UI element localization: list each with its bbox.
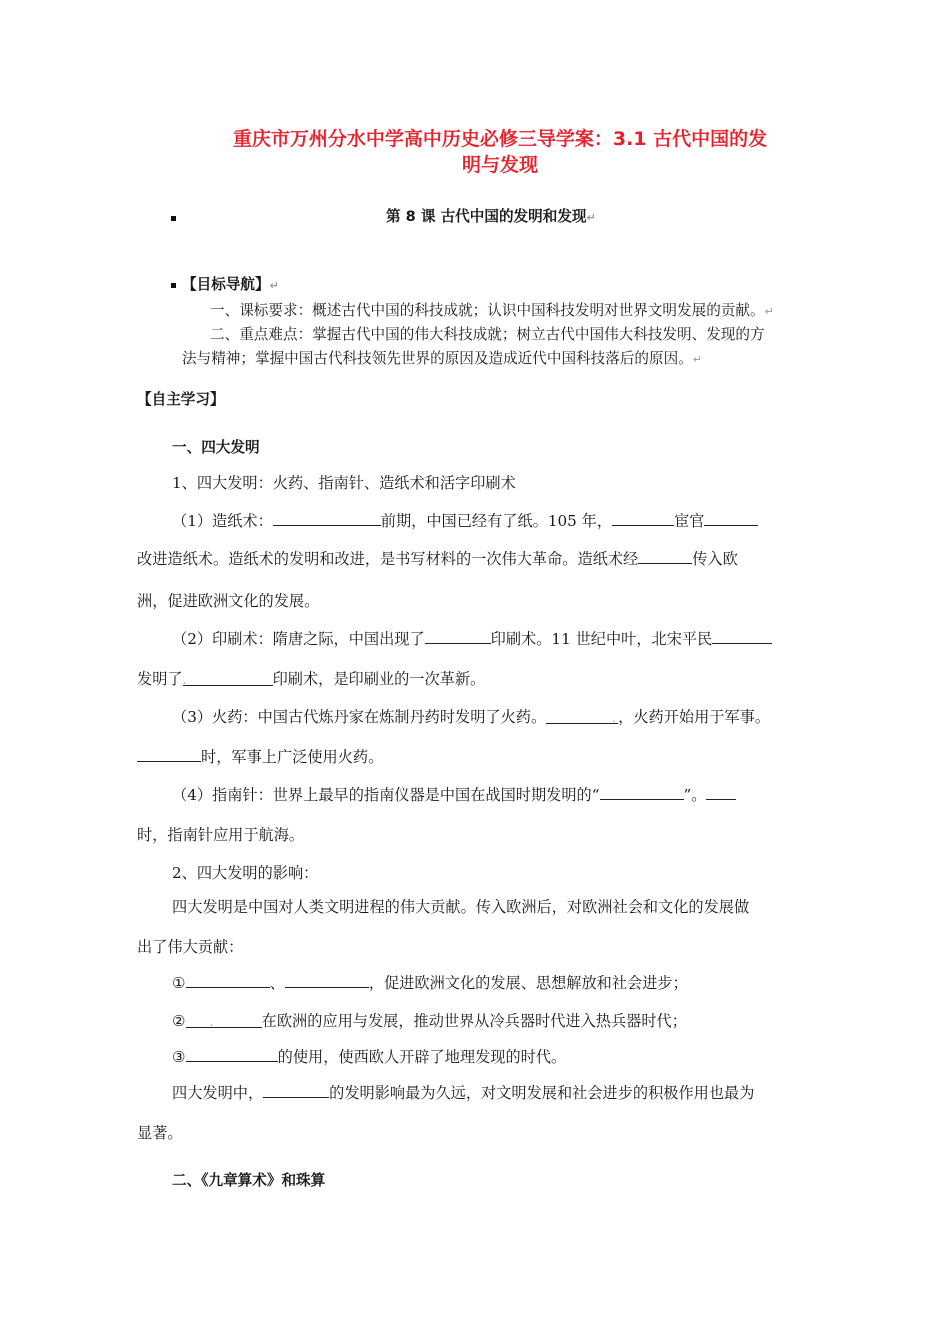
powder-text-b: ，火药开始用于军事。 <box>618 708 771 726</box>
return-mark: ↵ <box>764 305 774 318</box>
powder-line-2 <box>137 746 383 767</box>
blank-contribution-1b[interactable] <box>285 972 369 988</box>
paper-text-d: 改进造纸术。造纸术的发明和改进，是书写材料的一次伟大革命。造纸术经 <box>137 550 639 568</box>
section-2-heading: 二、《九章算术》和珠算 <box>172 1172 326 1189</box>
paper-text-e: 传入欧 <box>692 550 738 568</box>
lesson-title-text: 第 8 课 古代中国的发明和发现 <box>386 208 587 225</box>
contribution-1 <box>172 972 688 993</box>
return-mark: ↵ <box>269 279 279 292</box>
blank-dynasty[interactable] <box>612 510 674 526</box>
paper-line-3: 洲，促进欧洲文化的发展。 <box>137 592 320 610</box>
powder-text-c: 时，军事上广泛使用火药。 <box>201 748 384 766</box>
circled-3: ③ <box>172 1048 186 1066</box>
blank-contribution-2[interactable] <box>186 1012 262 1028</box>
compass-text-a: （4）指南针：世界上最早的指南仪器是中国在战国时期发明的“ <box>172 786 600 804</box>
blank-contribution-3[interactable] <box>186 1046 278 1062</box>
print-line-1 <box>172 628 772 649</box>
blank-route[interactable] <box>638 548 692 564</box>
item-1: 1、四大发明：火药、指南针、造纸术和活字印刷术 <box>172 474 516 492</box>
paper-text-b: 前期，中国已经有了纸。105 年， <box>380 512 613 530</box>
powder-text-a: （3）火药：中国古代炼丹家在炼制丹药时发明了火药。 <box>172 708 547 726</box>
most-line-1 <box>172 1082 754 1103</box>
mark-dot: . <box>209 1016 214 1029</box>
blank-inventor[interactable] <box>712 628 772 644</box>
blank-print-type[interactable] <box>425 628 491 644</box>
section-1-heading: 一、四大发明 <box>172 439 260 456</box>
blank-eunuch[interactable] <box>704 510 758 526</box>
print-text-b: 印刷术。11 世纪中叶，北宋平民 <box>490 630 713 648</box>
bullet-marker <box>171 216 176 221</box>
blank-widespread-era[interactable] <box>137 746 201 762</box>
contribution-1-text: ，促进欧洲文化的发展、思想解放和社会进步； <box>368 974 688 992</box>
circled-2: ② <box>172 1012 186 1030</box>
contribution-3-text: 的使用，使西欧人开辟了地理发现的时代。 <box>277 1048 567 1066</box>
compass-line-2: 时，指南针应用于航海。 <box>137 826 305 844</box>
goal-1 <box>210 299 774 320</box>
mark-dot: . <box>612 712 616 725</box>
paper-text-c: 宦官 <box>674 512 705 530</box>
compass-line-1 <box>172 784 736 805</box>
contribution-2 <box>172 1010 687 1031</box>
goal-2b-text: 法与精神；掌握中国古代科技领先世界的原因及造成近代中国科技落后的原因。 <box>182 350 693 367</box>
print-text-c: 发明了 <box>137 670 183 688</box>
impact-line-2: 出了伟大贡献： <box>137 938 244 956</box>
blank-military-era[interactable] <box>546 708 618 724</box>
paper-line-2 <box>137 548 738 569</box>
contribution-3 <box>172 1046 566 1067</box>
most-text-b: 的发明影响最为久远，对文明发展和社会进步的积极作用也最为 <box>329 1084 755 1102</box>
separator: 、 <box>269 974 285 992</box>
blank-navigation-era[interactable] <box>706 784 736 800</box>
most-text-a: 四大发明中， <box>172 1084 264 1102</box>
self-study-heading: 【自主学习】 <box>137 391 225 408</box>
document-title-line1: 重庆市万州分水中学高中历史必修三导学案：3.1 古代中国的发 <box>232 128 768 150</box>
goal-heading-text: 【目标导航】 <box>182 276 270 293</box>
blank-most-influential[interactable] <box>263 1082 329 1098</box>
mark-dot: . <box>182 674 187 687</box>
print-text-a: （2）印刷术：隋唐之际，中国出现了 <box>172 630 425 648</box>
most-line-2: 显著。 <box>137 1124 183 1142</box>
goal-2b <box>182 347 702 368</box>
circled-1: ① <box>172 974 186 992</box>
goal-1-text: 一、课标要求：概述古代中国的科技成就；认识中国科技发明对世界文明发展的贡献。 <box>210 302 765 319</box>
lesson-title <box>386 205 596 226</box>
print-text-d: 印刷术，是印刷业的一次革新。 <box>272 670 486 688</box>
powder-line-1 <box>172 706 770 727</box>
blank-paper-era[interactable] <box>273 510 381 526</box>
compass-text-b: ”。 <box>683 786 707 804</box>
blank-contribution-1a[interactable] <box>186 972 270 988</box>
blank-sinan[interactable] <box>600 784 684 800</box>
paper-label: （1）造纸术： <box>172 512 273 530</box>
blank-movable-type[interactable] <box>183 670 273 686</box>
impact-line-1: 四大发明是中国对人类文明进程的伟大贡献。传入欧洲后，对欧洲社会和文化的发展做 <box>172 898 750 916</box>
goal-heading <box>182 273 279 294</box>
return-mark: ↵ <box>692 353 703 366</box>
contribution-2-text: 在欧洲的应用与发展，推动世界从冷兵器时代进入热兵器时代； <box>261 1012 687 1030</box>
item-2: 2、四大发明的影响： <box>172 864 319 882</box>
goal-2a: 二、重点难点：掌握古代中国的伟大科技成就；树立古代中国伟大科技发明、发现的方 <box>210 326 765 343</box>
print-line-2 <box>137 668 485 689</box>
return-mark: ↵ <box>586 211 596 224</box>
document-title-line2: 明与发现 <box>461 154 538 176</box>
bullet-marker <box>171 283 176 288</box>
paper-line-1 <box>172 510 758 531</box>
